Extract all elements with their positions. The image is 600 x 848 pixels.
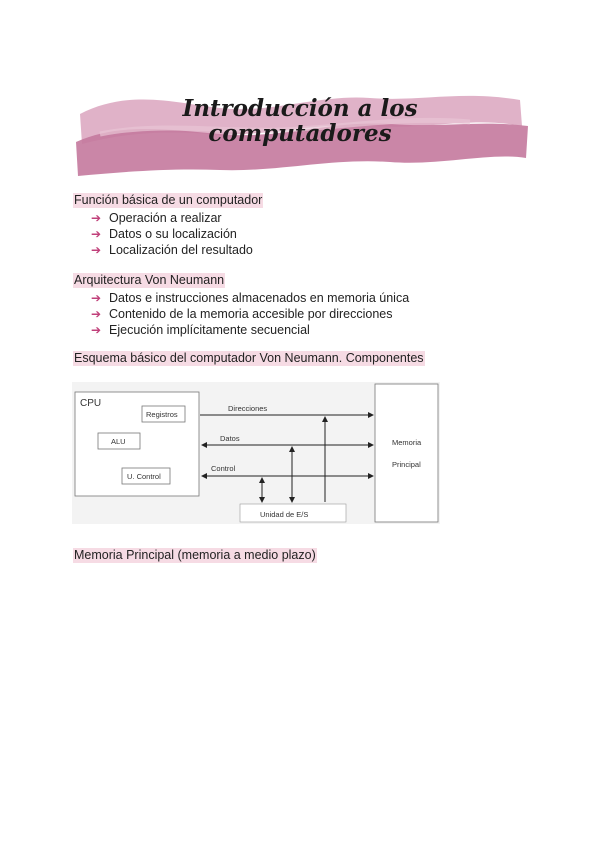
data-bus-label: Datos bbox=[220, 434, 240, 443]
section-heading: Función básica de un computador bbox=[74, 193, 263, 207]
arrow-right-icon: ➔ bbox=[91, 307, 102, 321]
memory-label-line-2: Principal bbox=[392, 460, 421, 469]
list-item: ➔ Ejecución implícitamente secuencial bbox=[91, 323, 310, 337]
memory-box bbox=[375, 384, 438, 522]
arrow-right-icon: ➔ bbox=[91, 227, 102, 241]
list-item: ➔ Localización del resultado bbox=[91, 243, 253, 257]
arrow-right-icon: ➔ bbox=[91, 243, 102, 257]
section-heading: Esquema básico del computador Von Neumann. Componentes bbox=[74, 351, 424, 365]
alu-label: ALU bbox=[111, 437, 126, 446]
title-line-2: computadores bbox=[208, 120, 392, 147]
list-item: ➔ Datos o su localización bbox=[91, 227, 237, 241]
memory-label-line-1: Memoria bbox=[392, 438, 422, 447]
page-title bbox=[70, 96, 530, 146]
arrow-right-icon: ➔ bbox=[91, 291, 102, 305]
section-heading: Memoria Principal (memoria a medio plazo) bbox=[74, 548, 316, 562]
section-von-neumann bbox=[73, 271, 409, 338]
control-unit-label: U. Control bbox=[127, 472, 161, 481]
bullet-list bbox=[73, 290, 409, 338]
arrow-right-icon: ➔ bbox=[91, 211, 102, 225]
section-basic-function bbox=[73, 191, 263, 258]
list-item: ➔ Operación a realizar bbox=[91, 211, 222, 225]
section-schema bbox=[73, 349, 425, 367]
bullet-list bbox=[73, 210, 263, 258]
cpu-label: CPU bbox=[80, 398, 102, 409]
title-banner bbox=[70, 86, 530, 186]
io-unit-label: Unidad de E/S bbox=[260, 510, 309, 519]
arrow-right-icon: ➔ bbox=[91, 323, 102, 337]
address-bus-label: Direcciones bbox=[228, 404, 268, 413]
list-item: ➔ Contenido de la memoria accesible por direcciones bbox=[91, 307, 393, 321]
control-bus-label: Control bbox=[211, 464, 236, 473]
section-heading: Arquitectura Von Neumann bbox=[74, 273, 225, 287]
section-main-memory bbox=[73, 546, 317, 564]
von-neumann-diagram bbox=[72, 382, 440, 524]
registers-label: Registros bbox=[146, 410, 178, 419]
list-item: ➔ Datos e instrucciones almacenados en memoria única bbox=[91, 291, 410, 305]
title-line-1: Introducción a los bbox=[182, 95, 418, 122]
